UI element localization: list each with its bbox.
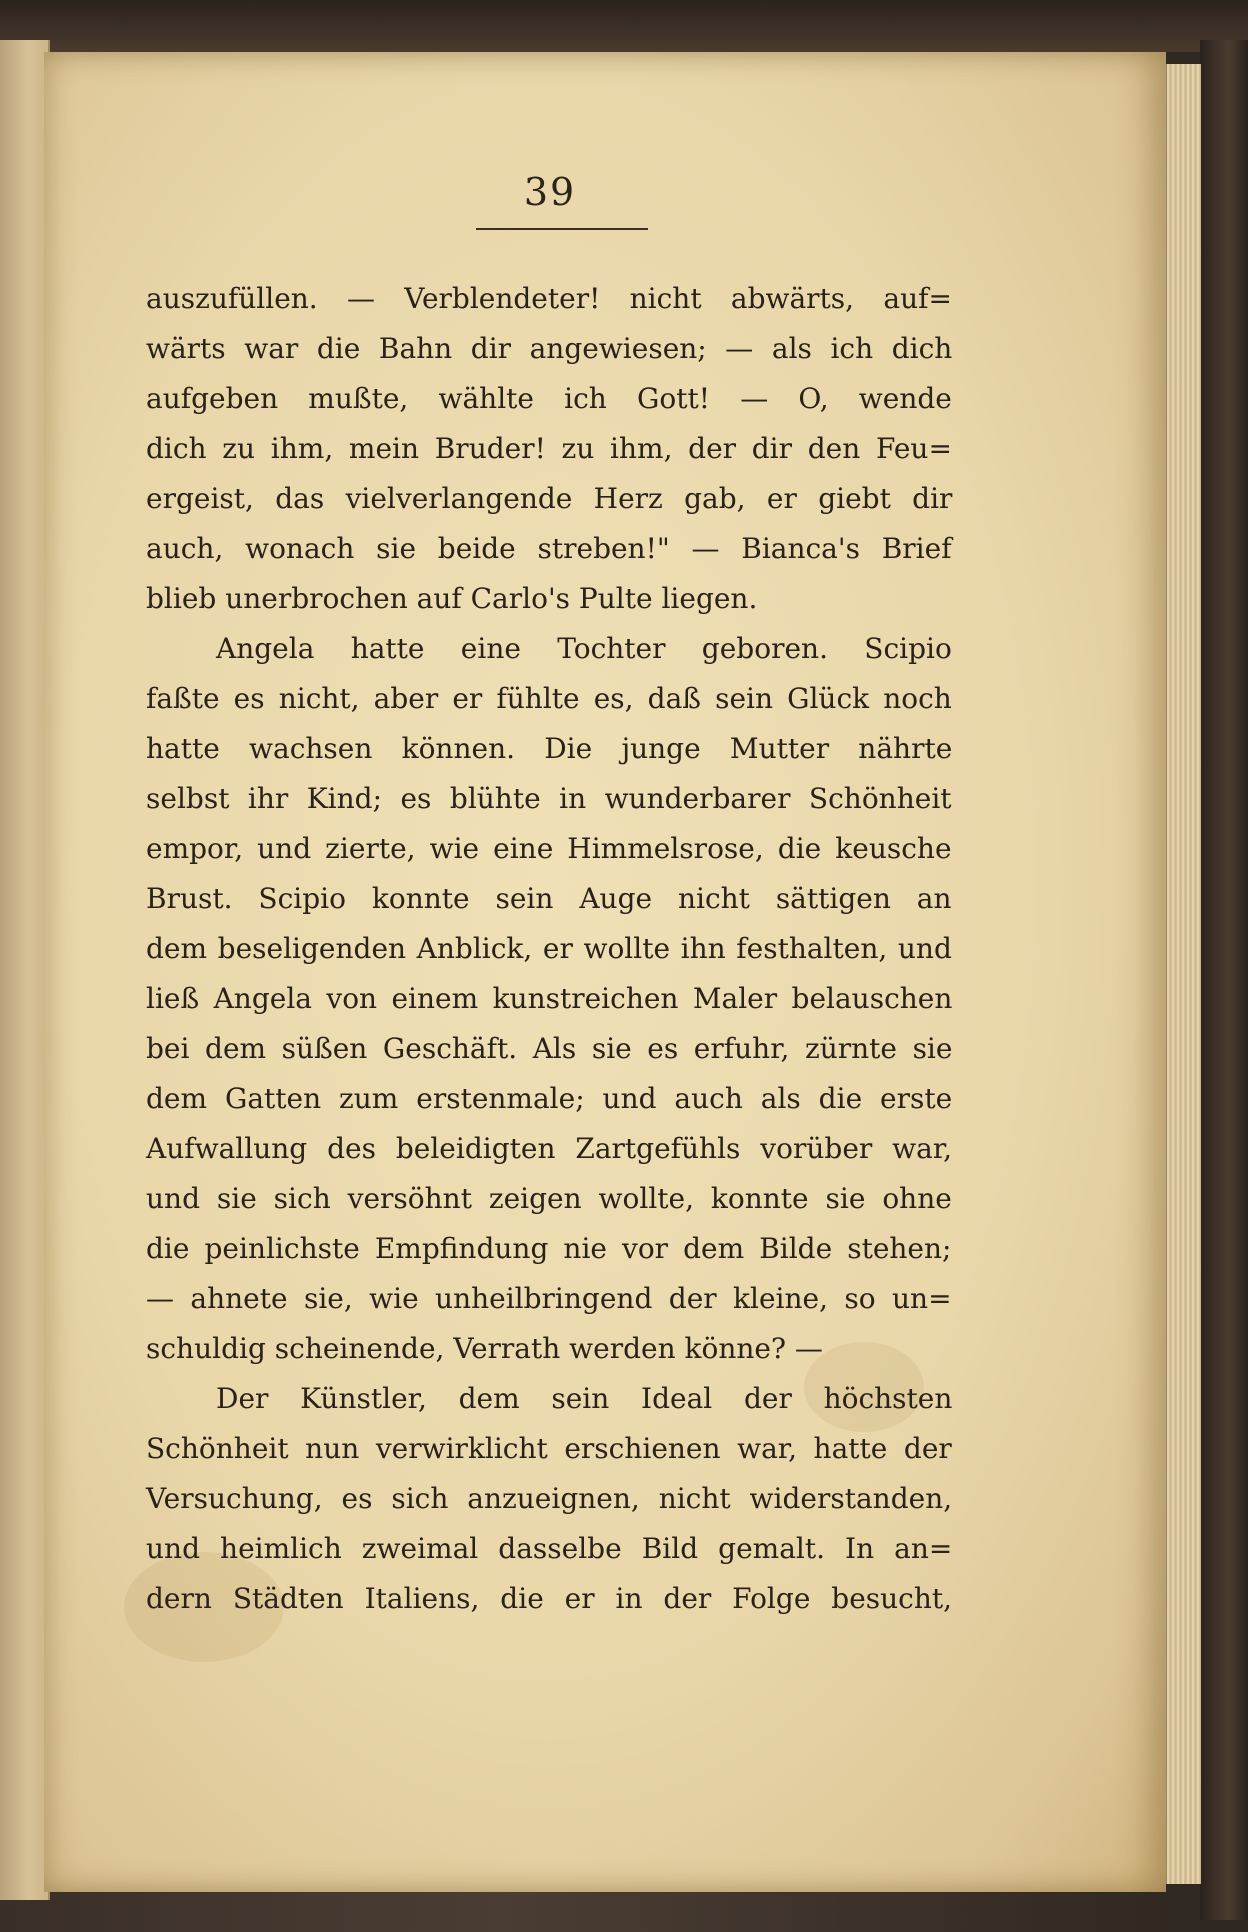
text-line: — ahnete sie, wie unheilbringend der kleine, so un= <box>146 1282 952 1315</box>
text-line: Angela hatte eine Tochter geboren. Scipio <box>216 632 952 665</box>
left-page-edge <box>0 40 50 1900</box>
text-line: dem Gatten zum erstenmale; und auch als die erste <box>146 1082 953 1115</box>
text-line: Der Künstler, dem sein Ideal der höchsten <box>216 1382 953 1415</box>
text-line: selbst ihr Kind; es blühte in wunderbarer Schönheit <box>146 782 952 815</box>
text-line: und sie sich versöhnt zeigen wollte, konnte sie ohne <box>146 1182 952 1215</box>
text-line: dich zu ihm, mein Bruder! zu ihm, der dir den Feu= <box>146 432 952 465</box>
text-line: schuldig scheinende, Verrath werden könne? — <box>146 1332 823 1365</box>
text-line: Aufwallung des beleidigten Zartgefühls vorüber war, <box>146 1132 953 1165</box>
book-cover-right <box>1200 40 1248 1920</box>
header-rule <box>476 228 648 230</box>
text-line: dem beseligenden Anblick, er wollte ihn festhalten, und <box>146 932 952 965</box>
text-line: aufgeben mußte, wählte ich Gott! — O, wende <box>146 382 952 415</box>
book-cover-top <box>0 0 1248 52</box>
text-line: und heimlich zweimal dasselbe Bild gemalt. In an= <box>146 1532 953 1565</box>
text-line: Versuchung, es sich anzueignen, nicht widerstanden, <box>146 1482 953 1515</box>
text-line: bei dem süßen Geschäft. Als sie es erfuhr, zürnte sie <box>146 1032 953 1065</box>
text-line: auszufüllen. — Verblendeter! nicht abwärts, auf= <box>146 282 952 315</box>
text-line: die peinlichste Empfindung nie vor dem Bilde stehen; <box>146 1232 952 1265</box>
text-line: ließ Angela von einem kunstreichen Maler belauschen <box>146 982 953 1015</box>
text-line: hatte wachsen können. Die junge Mutter nährte <box>146 732 953 765</box>
page-stack-edge <box>1166 64 1201 1884</box>
text-line: empor, und zierte, wie eine Himmelsrose, die keusche <box>146 832 952 865</box>
text-line: wärts war die Bahn dir angewiesen; — als ich dich <box>146 332 953 365</box>
text-line: auch, wonach sie beide streben!" — Bianca's Brief <box>146 532 952 565</box>
text-line: dern Städten Italiens, die er in der Folge besucht, <box>146 1582 953 1615</box>
text-line: Brust. Scipio konnte sein Auge nicht sättigen an <box>146 882 952 915</box>
text-line: faßte es nicht, aber er fühlte es, daß sein Glück noch <box>146 682 952 715</box>
text-line: Schönheit nun verwirklicht erschienen war, hatte der <box>146 1432 952 1465</box>
text-line: ergeist, das vielverlangende Herz gab, er giebt dir <box>146 482 953 515</box>
text-line: blieb unerbrochen auf Carlo's Pulte liegen. <box>146 582 758 615</box>
page-number: 39 <box>523 170 577 214</box>
